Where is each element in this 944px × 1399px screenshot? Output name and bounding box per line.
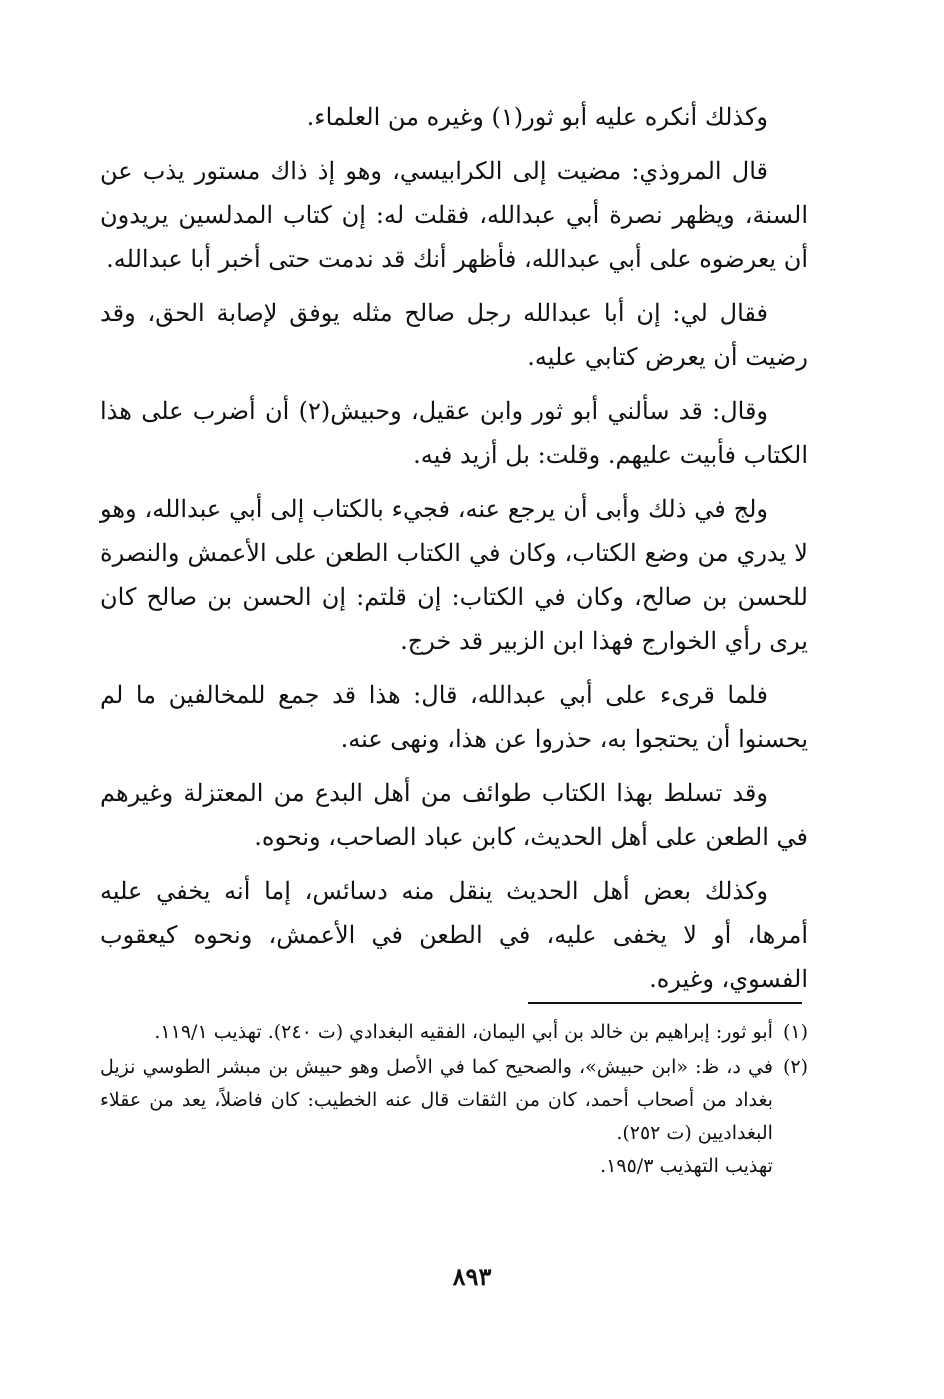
footnotes bbox=[100, 1016, 808, 1185]
paragraph: وكذلك أنكره عليه أبو ثور(١) وغيره من العلماء. bbox=[306, 103, 768, 131]
footnote-text bbox=[100, 1051, 773, 1183]
footnote-text bbox=[100, 1016, 773, 1049]
footnote-line: تهذيب التهذيب ١٩٥/٣. bbox=[600, 1155, 773, 1177]
page-number: ٨٩٣ bbox=[452, 1262, 492, 1291]
footnote-number: (١) bbox=[782, 1021, 808, 1043]
footnote-line: أبو ثور: إبراهيم بن خالد بن أبي اليمان، الفقيه البغدادي (ت ٢٤٠). تهذيب ١١٩/١. bbox=[154, 1021, 773, 1043]
paragraph: وقال: قد سألني أبو ثور وابن عقيل، وحبيش(٢) أن أضرب على هذا الكتاب فأبيت عليهم. وقلت: بل أزيد فيه. bbox=[100, 397, 808, 469]
footnote-line: في د، ظ: «ابن حبيش»، والصحيح كما في الأصل وهو حبيش بن مبشر الطوسي نزيل بغداد من أصحاب أحمد، كان من الثقات قال عنه الخطيب: كان فاضلاً، يعد من عقلاء البغداديين (ت ٢٥٢). bbox=[100, 1056, 773, 1144]
paragraph: قال المروذي: مضيت إلى الكرابيسي، وهو إذ ذاك مستور يذب عن السنة، ويظهر نصرة أبي عبدالله، فقلت له: إن كتاب المدلسين يريدون أن يعرضوه على أبي عبدالله، فأظهر أنك قد ندمت حتى أخبر أبا عبدالله. bbox=[100, 157, 809, 273]
paragraph: فلما قرىء على أبي عبدالله، قال: هذا قد جمع للمخالفين ما لم يحسنوا أن يحتجوا به، حذروا عن هذا، ونهى عنه. bbox=[100, 681, 808, 753]
footnote-separator bbox=[528, 1002, 802, 1004]
footnote-number: (٢) bbox=[782, 1056, 808, 1078]
footnote bbox=[100, 1016, 808, 1049]
paragraph: ولج في ذلك وأبى أن يرجع عنه، فجيء بالكتاب إلى أبي عبدالله، وهو لا يدري من وضع الكتاب، وكان في الكتاب الطعن على الأعمش والنصرة للحسن بن صالح، وكان في الكتاب: إن قلتم: إن الحسن بن صالح كان يرى رأي الخوارج فهذا ابن الزبير قد خرج. bbox=[100, 495, 808, 655]
paragraph: وقد تسلط بهذا الكتاب طوائف من أهل البدع من المعتزلة وغيرهم في الطعن على أهل الحديث، كابن عباد الصاحب، ونحوه. bbox=[100, 779, 808, 851]
paragraph: وكذلك بعض أهل الحديث ينقل منه دسائس، إما أنه يخفي عليه أمرها، أو لا يخفى عليه، في الطعن في الأعمش، ونحوه كيعقوب الفسوي، وغيره. bbox=[100, 877, 808, 993]
footnote bbox=[100, 1051, 808, 1183]
paragraph: فقال لي: إن أبا عبدالله رجل صالح مثله يوفق لإصابة الحق، وقد رضيت أن يعرض كتابي عليه. bbox=[100, 299, 808, 371]
main-text bbox=[100, 95, 808, 1011]
